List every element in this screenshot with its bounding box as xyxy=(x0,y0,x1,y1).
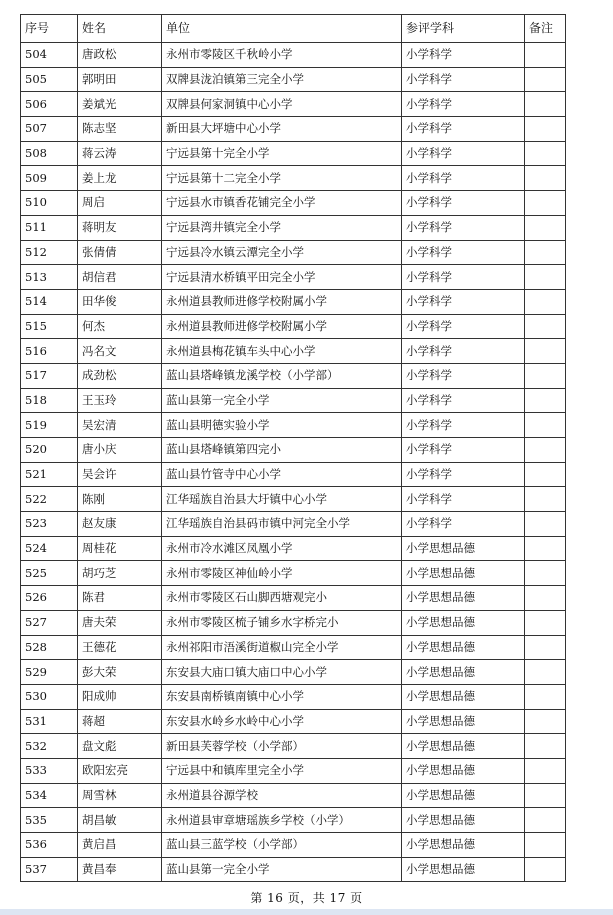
table-row xyxy=(21,586,566,611)
table-row xyxy=(21,808,566,833)
table-row xyxy=(21,43,566,68)
table-row xyxy=(21,857,566,882)
cell-remarks xyxy=(525,141,566,166)
cell-subject: 小学科学 xyxy=(402,141,525,166)
cell-unit: 宁远县第十完全小学 xyxy=(162,141,402,166)
cell-subject: 小学科学 xyxy=(402,388,525,413)
cell-remarks xyxy=(525,339,566,364)
cell-unit: 永州市零陵区梳子铺乡水字桥完小 xyxy=(162,610,402,635)
cell-serial-number: 537 xyxy=(21,857,78,882)
cell-subject: 小学科学 xyxy=(402,314,525,339)
cell-remarks xyxy=(525,487,566,512)
cell-serial-number: 535 xyxy=(21,808,78,833)
cell-unit: 永州道县教师进修学校附属小学 xyxy=(162,314,402,339)
cell-remarks xyxy=(525,92,566,117)
cell-unit: 永州道县梅花镇车头中心小学 xyxy=(162,339,402,364)
cell-subject: 小学科学 xyxy=(402,43,525,68)
cell-name: 张倩倩 xyxy=(78,240,162,265)
cell-unit: 蓝山县竹管寺中心小学 xyxy=(162,462,402,487)
cell-remarks xyxy=(525,388,566,413)
cell-serial-number: 534 xyxy=(21,783,78,808)
cell-unit: 蓝山县第一完全小学 xyxy=(162,857,402,882)
cell-subject: 小学思想品德 xyxy=(402,808,525,833)
cell-serial-number: 526 xyxy=(21,586,78,611)
cell-name: 胡信君 xyxy=(78,265,162,290)
cell-serial-number: 522 xyxy=(21,487,78,512)
cell-unit: 宁远县湾井镇完全小学 xyxy=(162,215,402,240)
table-row xyxy=(21,610,566,635)
cell-unit: 宁远县中和镇库里完全小学 xyxy=(162,758,402,783)
cell-serial-number: 513 xyxy=(21,265,78,290)
table-row xyxy=(21,462,566,487)
cell-name: 赵友康 xyxy=(78,512,162,537)
cell-serial-number: 523 xyxy=(21,512,78,537)
cell-remarks xyxy=(525,363,566,388)
cell-subject: 小学思想品德 xyxy=(402,684,525,709)
table-row xyxy=(21,684,566,709)
cell-remarks xyxy=(525,709,566,734)
cell-serial-number: 504 xyxy=(21,43,78,68)
cell-subject: 小学思想品德 xyxy=(402,758,525,783)
cell-unit: 蓝山县第一完全小学 xyxy=(162,388,402,413)
table-row xyxy=(21,536,566,561)
cell-unit: 蓝山县三蓝学校（小学部） xyxy=(162,833,402,858)
cell-name: 姜斌光 xyxy=(78,92,162,117)
cell-remarks xyxy=(525,734,566,759)
cell-remarks xyxy=(525,684,566,709)
table-row xyxy=(21,487,566,512)
cell-remarks xyxy=(525,289,566,314)
table-row xyxy=(21,561,566,586)
cell-unit: 双牌县何家洞镇中心小学 xyxy=(162,92,402,117)
viewer-bottom-bar xyxy=(0,909,613,915)
cell-subject: 小学科学 xyxy=(402,462,525,487)
cell-subject: 小学科学 xyxy=(402,363,525,388)
cell-unit: 蓝山县塔峰镇龙溪学校（小学部） xyxy=(162,363,402,388)
cell-subject: 小学思想品德 xyxy=(402,660,525,685)
cell-serial-number: 531 xyxy=(21,709,78,734)
cell-name: 阳成帅 xyxy=(78,684,162,709)
table-row xyxy=(21,339,566,364)
cell-name: 唐小庆 xyxy=(78,438,162,463)
cell-remarks xyxy=(525,240,566,265)
table-row xyxy=(21,388,566,413)
cell-remarks xyxy=(525,462,566,487)
table-row xyxy=(21,92,566,117)
cell-serial-number: 515 xyxy=(21,314,78,339)
cell-serial-number: 506 xyxy=(21,92,78,117)
cell-remarks xyxy=(525,265,566,290)
table-body xyxy=(21,43,566,882)
cell-name: 陈志坚 xyxy=(78,117,162,142)
cell-name: 蒋超 xyxy=(78,709,162,734)
header-unit: 单位 xyxy=(162,15,402,43)
cell-serial-number: 509 xyxy=(21,166,78,191)
cell-unit: 江华瑶族自治县码市镇中河完全小学 xyxy=(162,512,402,537)
cell-unit: 永州祁阳市浯溪街道椒山完全小学 xyxy=(162,635,402,660)
cell-remarks xyxy=(525,166,566,191)
cell-serial-number: 517 xyxy=(21,363,78,388)
cell-unit: 永州道县教师进修学校附属小学 xyxy=(162,289,402,314)
cell-subject: 小学科学 xyxy=(402,512,525,537)
cell-name: 唐夫荣 xyxy=(78,610,162,635)
cell-remarks xyxy=(525,561,566,586)
table-row xyxy=(21,67,566,92)
cell-name: 何杰 xyxy=(78,314,162,339)
header-name: 姓名 xyxy=(78,15,162,43)
cell-subject: 小学思想品德 xyxy=(402,833,525,858)
cell-subject: 小学思想品德 xyxy=(402,709,525,734)
page-number: 第 16 页，共 17 页 xyxy=(250,891,363,905)
cell-serial-number: 514 xyxy=(21,289,78,314)
cell-unit: 宁远县冷水镇云潭完全小学 xyxy=(162,240,402,265)
cell-remarks xyxy=(525,857,566,882)
cell-serial-number: 532 xyxy=(21,734,78,759)
cell-unit: 东安县水岭乡水岭中心小学 xyxy=(162,709,402,734)
cell-name: 吴会许 xyxy=(78,462,162,487)
cell-unit: 双牌县泷泊镇第三完全小学 xyxy=(162,67,402,92)
cell-name: 周雪林 xyxy=(78,783,162,808)
table-row xyxy=(21,709,566,734)
header-remarks: 备注 xyxy=(525,15,566,43)
cell-serial-number: 521 xyxy=(21,462,78,487)
cell-name: 盘文彪 xyxy=(78,734,162,759)
cell-remarks xyxy=(525,808,566,833)
cell-subject: 小学科学 xyxy=(402,413,525,438)
cell-unit: 东安县大庙口镇大庙口中心小学 xyxy=(162,660,402,685)
cell-subject: 小学科学 xyxy=(402,67,525,92)
cell-serial-number: 530 xyxy=(21,684,78,709)
cell-name: 王德花 xyxy=(78,635,162,660)
cell-name: 周启 xyxy=(78,191,162,216)
cell-subject: 小学科学 xyxy=(402,339,525,364)
cell-serial-number: 529 xyxy=(21,660,78,685)
cell-unit: 宁远县清水桥镇平田完全小学 xyxy=(162,265,402,290)
cell-unit: 东安县南桥镇南镇中心小学 xyxy=(162,684,402,709)
cell-serial-number: 511 xyxy=(21,215,78,240)
table-row xyxy=(21,141,566,166)
cell-subject: 小学科学 xyxy=(402,265,525,290)
cell-name: 彭大荣 xyxy=(78,660,162,685)
cell-unit: 永州市零陵区石山脚西塘观完小 xyxy=(162,586,402,611)
cell-remarks xyxy=(525,215,566,240)
cell-remarks xyxy=(525,586,566,611)
roster-table xyxy=(20,14,566,882)
cell-remarks xyxy=(525,117,566,142)
cell-name: 蒋明友 xyxy=(78,215,162,240)
cell-name: 黄昌奉 xyxy=(78,857,162,882)
cell-name: 姜上龙 xyxy=(78,166,162,191)
cell-name: 成劲松 xyxy=(78,363,162,388)
cell-subject: 小学科学 xyxy=(402,215,525,240)
table-row xyxy=(21,289,566,314)
header-subject: 参评学科 xyxy=(402,15,525,43)
cell-remarks xyxy=(525,610,566,635)
cell-subject: 小学思想品德 xyxy=(402,734,525,759)
table-row xyxy=(21,758,566,783)
cell-subject: 小学科学 xyxy=(402,289,525,314)
table-row xyxy=(21,734,566,759)
cell-serial-number: 508 xyxy=(21,141,78,166)
cell-unit: 永州市零陵区神仙岭小学 xyxy=(162,561,402,586)
cell-name: 胡昌敏 xyxy=(78,808,162,833)
cell-name: 欧阳宏亮 xyxy=(78,758,162,783)
cell-name: 唐政松 xyxy=(78,43,162,68)
cell-name: 周桂花 xyxy=(78,536,162,561)
cell-serial-number: 524 xyxy=(21,536,78,561)
cell-name: 郭明田 xyxy=(78,67,162,92)
cell-subject: 小学科学 xyxy=(402,166,525,191)
cell-remarks xyxy=(525,783,566,808)
cell-name: 蒋云涛 xyxy=(78,141,162,166)
cell-remarks xyxy=(525,314,566,339)
cell-name: 冯名文 xyxy=(78,339,162,364)
cell-remarks xyxy=(525,833,566,858)
table-row xyxy=(21,635,566,660)
cell-unit: 宁远县水市镇香花铺完全小学 xyxy=(162,191,402,216)
cell-remarks xyxy=(525,758,566,783)
cell-serial-number: 533 xyxy=(21,758,78,783)
cell-name: 陈刚 xyxy=(78,487,162,512)
cell-subject: 小学思想品德 xyxy=(402,857,525,882)
table-row xyxy=(21,117,566,142)
cell-serial-number: 516 xyxy=(21,339,78,364)
table-row xyxy=(21,191,566,216)
cell-serial-number: 518 xyxy=(21,388,78,413)
cell-subject: 小学思想品德 xyxy=(402,635,525,660)
cell-unit: 江华瑶族自治县大圩镇中心小学 xyxy=(162,487,402,512)
cell-subject: 小学科学 xyxy=(402,92,525,117)
header-row xyxy=(21,15,566,43)
cell-unit: 永州市零陵区千秋岭小学 xyxy=(162,43,402,68)
cell-name: 田华俊 xyxy=(78,289,162,314)
cell-subject: 小学思想品德 xyxy=(402,536,525,561)
table-row xyxy=(21,833,566,858)
table-row xyxy=(21,314,566,339)
cell-unit: 宁远县第十二完全小学 xyxy=(162,166,402,191)
cell-subject: 小学科学 xyxy=(402,191,525,216)
cell-serial-number: 505 xyxy=(21,67,78,92)
cell-name: 吴宏清 xyxy=(78,413,162,438)
table-row xyxy=(21,783,566,808)
cell-name: 王玉玲 xyxy=(78,388,162,413)
cell-remarks xyxy=(525,512,566,537)
cell-remarks xyxy=(525,635,566,660)
cell-subject: 小学思想品德 xyxy=(402,783,525,808)
cell-subject: 小学科学 xyxy=(402,240,525,265)
cell-unit: 蓝山县明德实验小学 xyxy=(162,413,402,438)
cell-subject: 小学思想品德 xyxy=(402,610,525,635)
table-row xyxy=(21,265,566,290)
cell-remarks xyxy=(525,43,566,68)
cell-remarks xyxy=(525,536,566,561)
table-row xyxy=(21,363,566,388)
cell-remarks xyxy=(525,413,566,438)
table-row xyxy=(21,438,566,463)
cell-subject: 小学思想品德 xyxy=(402,586,525,611)
cell-subject: 小学科学 xyxy=(402,487,525,512)
table-row xyxy=(21,215,566,240)
cell-subject: 小学科学 xyxy=(402,438,525,463)
cell-serial-number: 512 xyxy=(21,240,78,265)
table-header xyxy=(21,15,566,43)
cell-serial-number: 536 xyxy=(21,833,78,858)
table-row xyxy=(21,512,566,537)
table-row xyxy=(21,166,566,191)
cell-serial-number: 507 xyxy=(21,117,78,142)
table-row xyxy=(21,660,566,685)
cell-subject: 小学科学 xyxy=(402,117,525,142)
cell-serial-number: 519 xyxy=(21,413,78,438)
cell-serial-number: 525 xyxy=(21,561,78,586)
cell-remarks xyxy=(525,67,566,92)
cell-unit: 永州道县审章塘瑶族乡学校（小学） xyxy=(162,808,402,833)
cell-unit: 蓝山县塔峰镇第四完小 xyxy=(162,438,402,463)
cell-name: 黄启昌 xyxy=(78,833,162,858)
cell-serial-number: 510 xyxy=(21,191,78,216)
cell-remarks xyxy=(525,438,566,463)
cell-name: 陈君 xyxy=(78,586,162,611)
cell-serial-number: 528 xyxy=(21,635,78,660)
cell-unit: 永州道县谷源学校 xyxy=(162,783,402,808)
cell-subject: 小学思想品德 xyxy=(402,561,525,586)
cell-unit: 新田县大坪塘中心小学 xyxy=(162,117,402,142)
table-row xyxy=(21,413,566,438)
cell-remarks xyxy=(525,191,566,216)
header-serial-number: 序号 xyxy=(21,15,78,43)
cell-name: 胡巧芝 xyxy=(78,561,162,586)
cell-unit: 永州市冷水滩区凤凰小学 xyxy=(162,536,402,561)
cell-unit: 新田县芙蓉学校（小学部） xyxy=(162,734,402,759)
cell-remarks xyxy=(525,660,566,685)
table-row xyxy=(21,240,566,265)
cell-serial-number: 527 xyxy=(21,610,78,635)
cell-serial-number: 520 xyxy=(21,438,78,463)
